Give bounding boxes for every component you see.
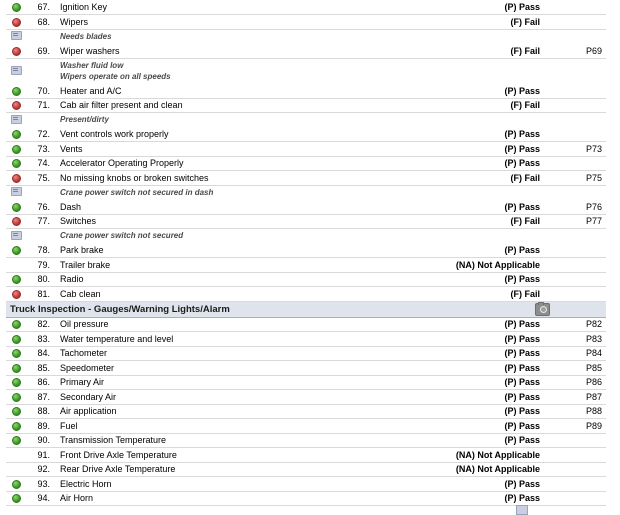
note-icon (11, 187, 22, 196)
table-row[interactable] (6, 156, 606, 171)
item-photo-code: P82 (546, 317, 606, 332)
note-row (6, 229, 606, 244)
item-number: 87. (26, 390, 56, 405)
status-dot-cell (6, 243, 26, 258)
note-spacer (26, 185, 56, 200)
item-description: Ignition Key (56, 0, 420, 15)
item-number: 76. (26, 200, 56, 215)
section-title: Truck Inspection - Gauges/Warning Lights/Alarm (10, 303, 230, 315)
item-description: Oil pressure (56, 317, 420, 332)
item-result: (P) Pass (420, 200, 546, 215)
item-result: (F) Fail (420, 287, 546, 302)
item-description: Wipers (56, 15, 420, 30)
item-number: 78. (26, 243, 56, 258)
inspection-table (6, 0, 606, 506)
item-description: Front Drive Axle Temperature (56, 448, 420, 463)
status-pass-icon (12, 393, 21, 402)
item-photo-code (546, 272, 606, 287)
item-result: (P) Pass (420, 361, 546, 376)
item-number: 82. (26, 317, 56, 332)
status-dot-cell (6, 214, 26, 229)
item-description: Tachometer (56, 346, 420, 361)
table-row[interactable] (6, 287, 606, 302)
table-row[interactable] (6, 142, 606, 157)
table-row[interactable] (6, 448, 606, 463)
status-dot-cell (6, 287, 26, 302)
item-description: Primary Air (56, 375, 420, 390)
status-dot-cell (6, 171, 26, 186)
status-dot-cell (6, 462, 26, 477)
item-description: Accelerator Operating Properly (56, 156, 420, 171)
item-result: (P) Pass (420, 477, 546, 492)
note-text: Needs blades (60, 31, 112, 41)
item-result: (F) Fail (420, 44, 546, 59)
item-number: 72. (26, 127, 56, 142)
item-number: 73. (26, 142, 56, 157)
item-result: (P) Pass (420, 317, 546, 332)
item-number: 67. (26, 0, 56, 15)
status-dot-cell (6, 448, 26, 463)
item-number: 90. (26, 433, 56, 448)
item-result: (P) Pass (420, 332, 546, 347)
camera-icon[interactable] (535, 303, 550, 316)
table-row[interactable] (6, 419, 606, 434)
table-row[interactable] (6, 390, 606, 405)
note-icon-cell (6, 58, 26, 84)
item-number: 85. (26, 361, 56, 376)
status-dot-cell (6, 361, 26, 376)
status-pass-icon (12, 159, 21, 168)
item-description: Speedometer (56, 361, 420, 376)
status-pass-icon (12, 407, 21, 416)
item-result: (NA) Not Applicable (420, 448, 546, 463)
note-row (6, 185, 606, 200)
status-dot-cell (6, 390, 26, 405)
item-photo-code (546, 287, 606, 302)
item-number: 75. (26, 171, 56, 186)
table-row[interactable] (6, 491, 606, 506)
table-row[interactable] (6, 346, 606, 361)
marker-icon (516, 505, 528, 515)
status-fail-icon (12, 101, 21, 110)
item-result: (P) Pass (420, 243, 546, 258)
note-icon (11, 66, 22, 75)
item-number: 83. (26, 332, 56, 347)
status-none-icon (13, 452, 20, 459)
status-dot-cell (6, 317, 26, 332)
item-photo-code (546, 258, 606, 273)
item-photo-code: P77 (546, 214, 606, 229)
status-none-icon (13, 262, 20, 269)
item-photo-code: P89 (546, 419, 606, 434)
note-spacer (26, 29, 56, 44)
item-photo-code (546, 448, 606, 463)
table-row[interactable] (6, 404, 606, 419)
item-result: (P) Pass (420, 375, 546, 390)
status-dot-cell (6, 346, 26, 361)
item-result: (P) Pass (420, 433, 546, 448)
note-icon-cell (6, 113, 26, 128)
status-dot-cell (6, 258, 26, 273)
item-number: 88. (26, 404, 56, 419)
item-result: (F) Fail (420, 171, 546, 186)
item-photo-code: P83 (546, 332, 606, 347)
note-row (6, 113, 606, 128)
item-description: Air application (56, 404, 420, 419)
status-dot-cell (6, 44, 26, 59)
note-text: Crane power switch not secured in dash (60, 187, 214, 197)
status-fail-icon (12, 47, 21, 56)
item-number: 89. (26, 419, 56, 434)
table-row[interactable] (6, 171, 606, 186)
item-description: Cab air filter present and clean (56, 98, 420, 113)
item-description: No missing knobs or broken switches (56, 171, 420, 186)
item-photo-code: P85 (546, 361, 606, 376)
table-row[interactable] (6, 84, 606, 99)
table-row[interactable] (6, 258, 606, 273)
item-description: Transmission Temperature (56, 433, 420, 448)
table-row[interactable] (6, 375, 606, 390)
status-dot-cell (6, 98, 26, 113)
note-icon-cell (6, 229, 26, 244)
status-dot-cell (6, 142, 26, 157)
item-number: 74. (26, 156, 56, 171)
note-text: Crane power switch not secured (60, 231, 184, 240)
item-number: 79. (26, 258, 56, 273)
note-spacer (26, 113, 56, 128)
item-photo-code: P88 (546, 404, 606, 419)
item-description: Radio (56, 272, 420, 287)
table-row[interactable] (6, 0, 606, 15)
status-pass-icon (12, 246, 21, 255)
table-row[interactable] (6, 44, 606, 59)
section-header-row (6, 301, 606, 317)
item-result: (P) Pass (420, 390, 546, 405)
item-description: Air Horn (56, 491, 420, 506)
item-photo-code (546, 462, 606, 477)
status-none-icon (13, 466, 20, 473)
item-number: 94. (26, 491, 56, 506)
item-number: 71. (26, 98, 56, 113)
table-row[interactable] (6, 15, 606, 30)
item-description: Wiper washers (56, 44, 420, 59)
status-pass-icon (12, 364, 21, 373)
item-photo-code: P75 (546, 171, 606, 186)
item-description: Vent controls work properly (56, 127, 420, 142)
item-number: 69. (26, 44, 56, 59)
section-header-cell (6, 301, 606, 317)
item-result: (P) Pass (420, 491, 546, 506)
item-description: Heater and A/C (56, 84, 420, 99)
item-description: Park brake (56, 243, 420, 258)
table-row[interactable] (6, 433, 606, 448)
note-spacer (26, 58, 56, 84)
table-row[interactable] (6, 214, 606, 229)
status-fail-icon (12, 18, 21, 27)
note-icon (11, 231, 22, 240)
item-photo-code: P84 (546, 346, 606, 361)
item-description: Rear Drive Axle Temperature (56, 462, 420, 477)
status-dot-cell (6, 84, 26, 99)
item-number: 81. (26, 287, 56, 302)
status-pass-icon (12, 436, 21, 445)
item-result: (F) Fail (420, 214, 546, 229)
note-row (6, 58, 606, 84)
status-dot-cell (6, 332, 26, 347)
item-photo-code: P69 (546, 44, 606, 59)
status-pass-icon (12, 87, 21, 96)
item-description: Switches (56, 214, 420, 229)
item-result: (NA) Not Applicable (420, 462, 546, 477)
item-result: (P) Pass (420, 346, 546, 361)
status-dot-cell (6, 15, 26, 30)
status-fail-icon (12, 290, 21, 299)
item-photo-code (546, 84, 606, 99)
table-row[interactable] (6, 200, 606, 215)
status-pass-icon (12, 130, 21, 139)
status-dot-cell (6, 419, 26, 434)
note-icon (11, 115, 22, 124)
item-result: (NA) Not Applicable (420, 258, 546, 273)
item-result: (P) Pass (420, 272, 546, 287)
status-pass-icon (12, 378, 21, 387)
item-photo-code: P73 (546, 142, 606, 157)
item-photo-code: P76 (546, 200, 606, 215)
item-photo-code (546, 243, 606, 258)
status-dot-cell (6, 127, 26, 142)
item-result: (P) Pass (420, 0, 546, 15)
status-pass-icon (12, 422, 21, 431)
status-dot-cell (6, 491, 26, 506)
item-photo-code (546, 15, 606, 30)
item-result: (P) Pass (420, 156, 546, 171)
item-number: 86. (26, 375, 56, 390)
table-row[interactable] (6, 332, 606, 347)
item-photo-code (546, 477, 606, 492)
item-description: Water temperature and level (56, 332, 420, 347)
item-result: (P) Pass (420, 84, 546, 99)
status-dot-cell (6, 433, 26, 448)
item-description: Fuel (56, 419, 420, 434)
status-dot-cell (6, 200, 26, 215)
item-number: 84. (26, 346, 56, 361)
table-row[interactable] (6, 98, 606, 113)
note-text: Present/dirty (60, 115, 109, 124)
item-description: Secondary Air (56, 390, 420, 405)
item-photo-code (546, 127, 606, 142)
item-photo-code (546, 156, 606, 171)
table-row[interactable] (6, 243, 606, 258)
item-number: 68. (26, 15, 56, 30)
status-pass-icon (12, 349, 21, 358)
status-fail-icon (12, 174, 21, 183)
item-result: (F) Fail (420, 98, 546, 113)
note-icon (11, 31, 22, 40)
note-icon-cell (6, 185, 26, 200)
table-row[interactable] (6, 361, 606, 376)
status-pass-icon (12, 320, 21, 329)
table-row[interactable] (6, 317, 606, 332)
table-row[interactable] (6, 477, 606, 492)
table-row[interactable] (6, 462, 606, 477)
item-number: 93. (26, 477, 56, 492)
item-description: Cab clean (56, 287, 420, 302)
item-description: Electric Horn (56, 477, 420, 492)
item-photo-code: P87 (546, 390, 606, 405)
status-dot-cell (6, 156, 26, 171)
status-fail-icon (12, 217, 21, 226)
status-pass-icon (12, 3, 21, 12)
status-dot-cell (6, 375, 26, 390)
note-text: Washer fluid low Wipers operate on all speeds (60, 60, 171, 81)
item-photo-code (546, 98, 606, 113)
item-photo-code: P86 (546, 375, 606, 390)
item-number: 91. (26, 448, 56, 463)
table-row[interactable] (6, 127, 606, 142)
item-photo-code (546, 0, 606, 15)
status-pass-icon (12, 203, 21, 212)
item-description: Vents (56, 142, 420, 157)
item-number: 77. (26, 214, 56, 229)
item-result: (F) Fail (420, 15, 546, 30)
item-photo-code (546, 433, 606, 448)
status-pass-icon (12, 494, 21, 503)
table-row[interactable] (6, 272, 606, 287)
item-photo-code (546, 491, 606, 506)
note-spacer (26, 229, 56, 244)
item-result: (P) Pass (420, 142, 546, 157)
item-result: (P) Pass (420, 404, 546, 419)
status-dot-cell (6, 0, 26, 15)
item-number: 70. (26, 84, 56, 99)
note-row (6, 29, 606, 44)
status-dot-cell (6, 272, 26, 287)
status-pass-icon (12, 275, 21, 284)
item-description: Dash (56, 200, 420, 215)
item-number: 92. (26, 462, 56, 477)
status-dot-cell (6, 404, 26, 419)
item-number: 80. (26, 272, 56, 287)
item-description: Trailer brake (56, 258, 420, 273)
note-icon-cell (6, 29, 26, 44)
status-pass-icon (12, 335, 21, 344)
status-pass-icon (12, 480, 21, 489)
item-result: (P) Pass (420, 419, 546, 434)
status-pass-icon (12, 145, 21, 154)
status-dot-cell (6, 477, 26, 492)
item-result: (P) Pass (420, 127, 546, 142)
